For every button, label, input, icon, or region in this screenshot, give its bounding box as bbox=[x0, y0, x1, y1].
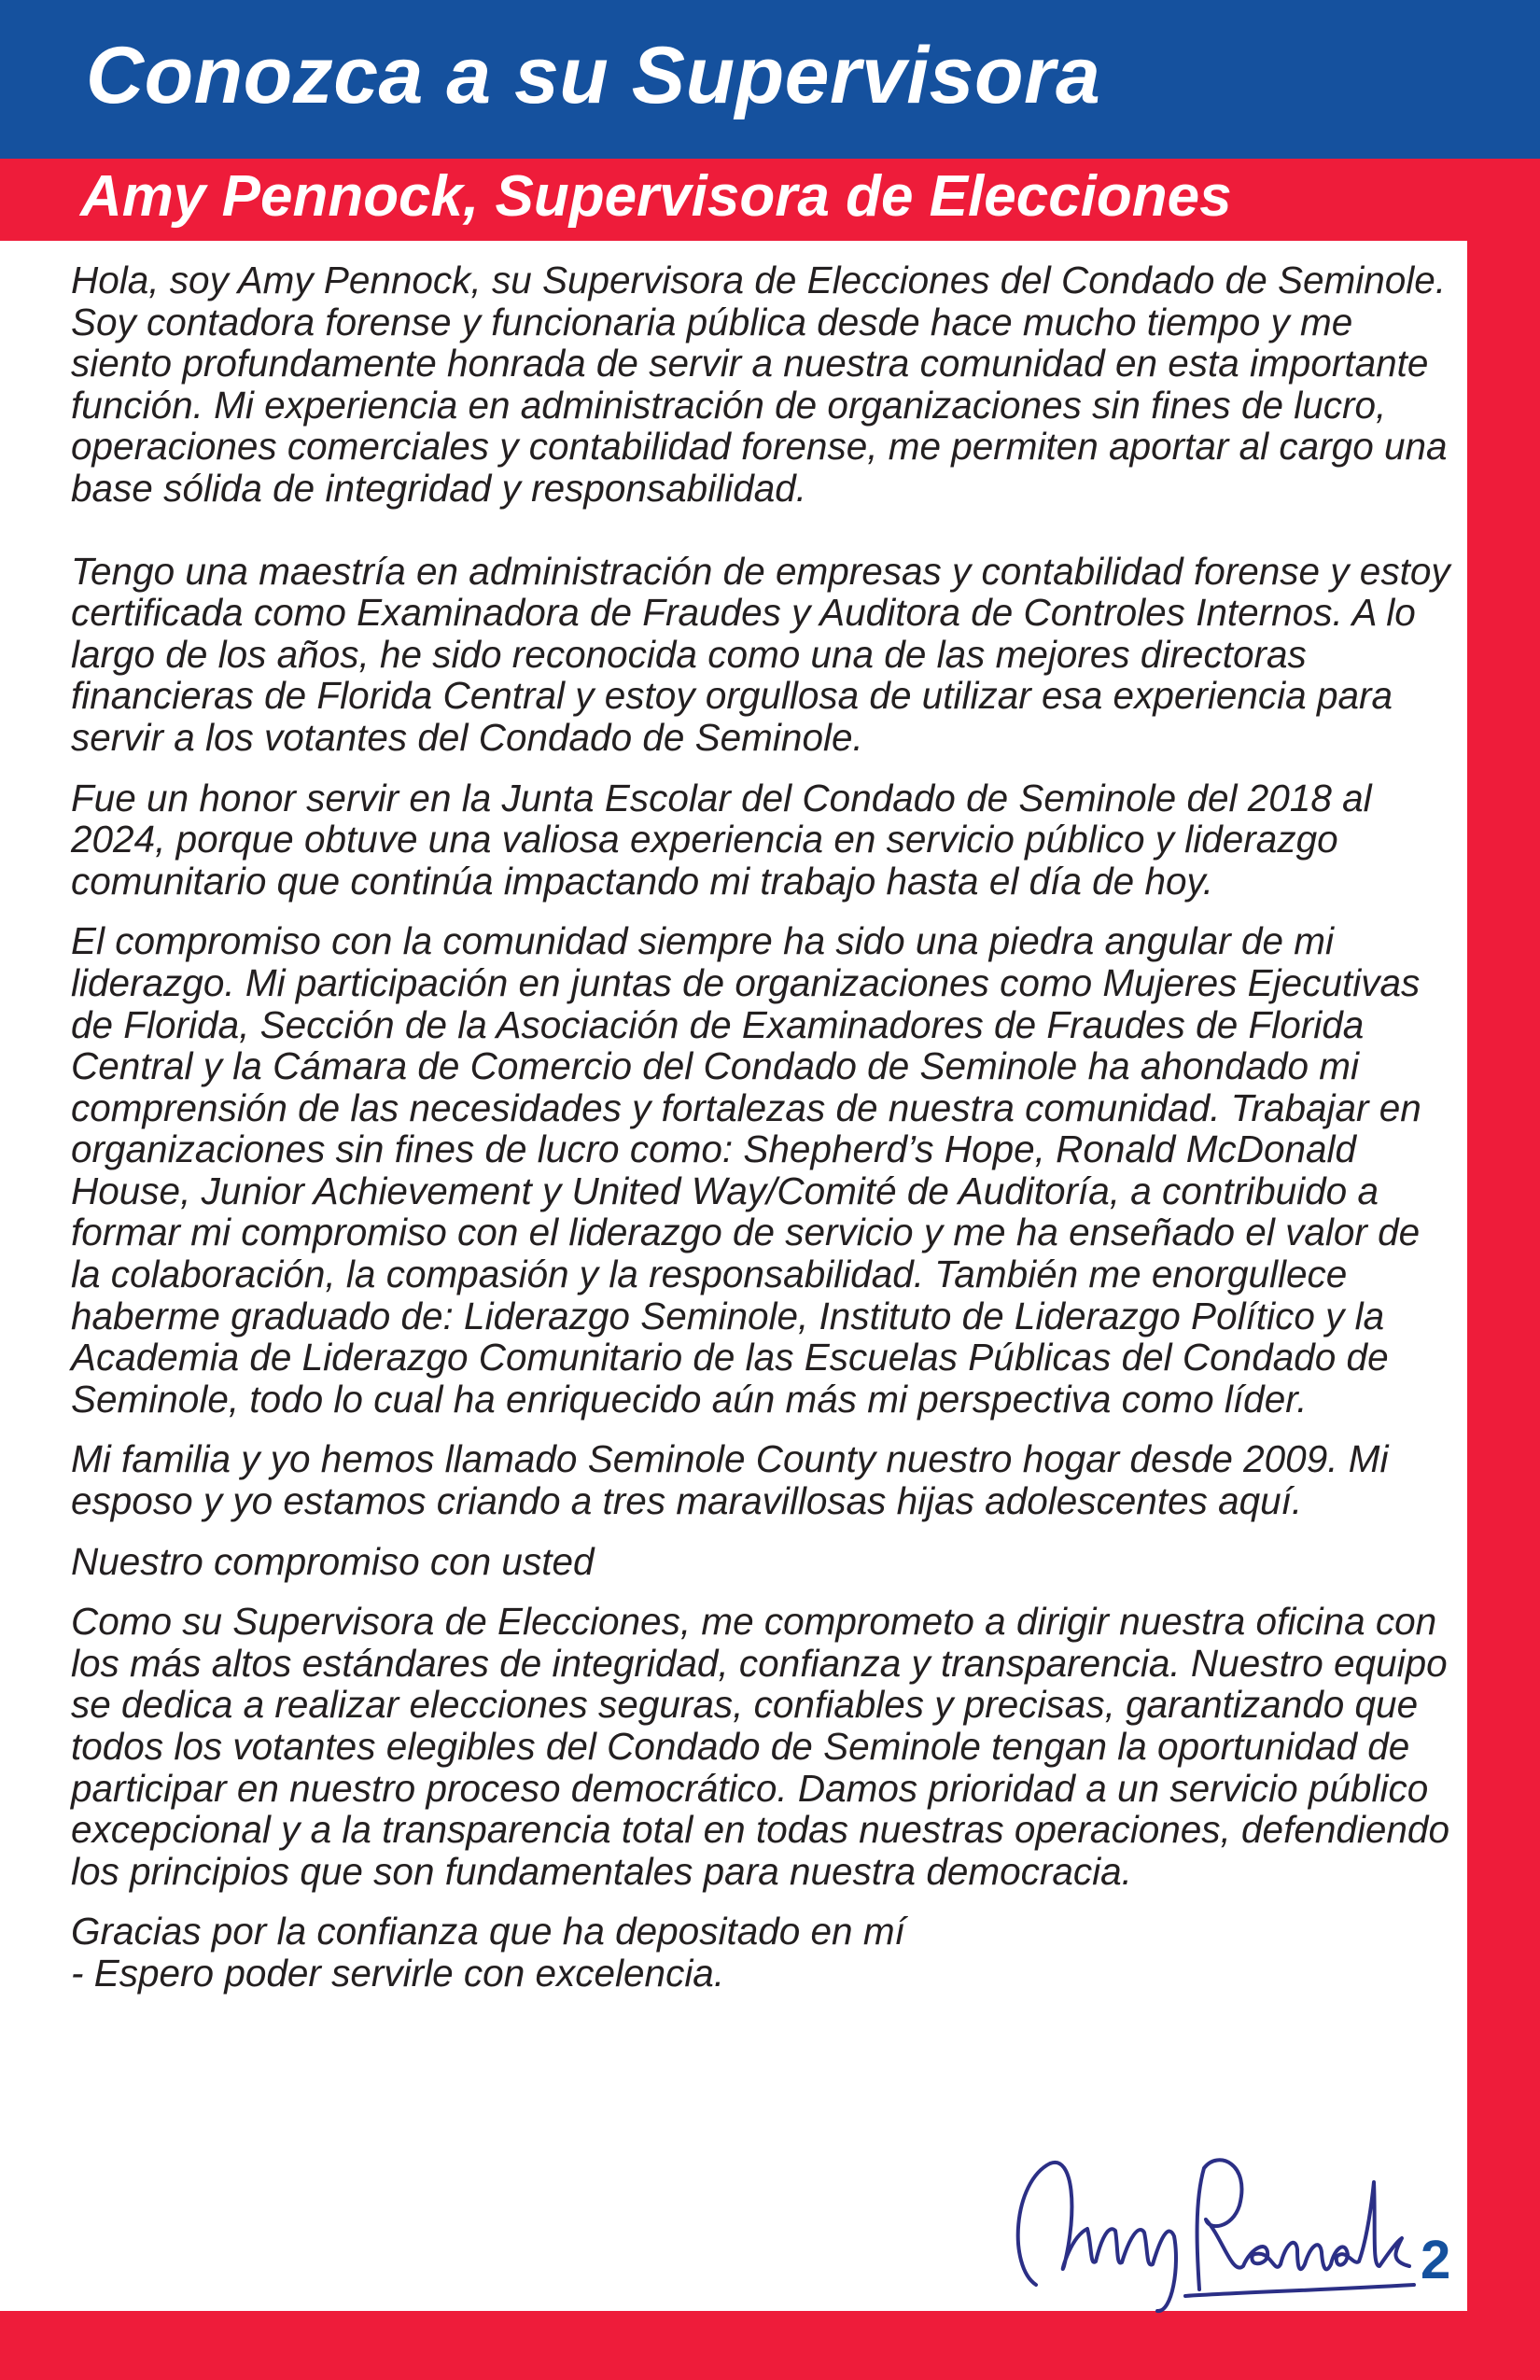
content-panel bbox=[0, 241, 1467, 2311]
paragraph-school-board: Fue un honor servir en la Junta Escolar del Condado de Seminole del 2018 al 2024, porque obtuve una valiosa experiencia en servicio público y liderazgo comunitario que continúa impactando mi trabajo hasta el día de hoy. bbox=[71, 776, 1372, 903]
page-title: Conozca a su Supervisora bbox=[86, 31, 1101, 120]
paragraph-commitment: Como su Supervisora de Elecciones, me comprometo a dirigir nuestra oficina con los más altos estándares de integridad, confianza y transparencia. Nuestro equipo se dedica a realizar elecciones seguras, confiables y precisas, garantizando que todos los votantes elegibles del Condado de Seminole tengan la oportunidad de participar en nuestro proceso democrático. Damos prioridad a un servicio público excepcional y a la transparencia total en todas nuestras operaciones, defendiendo los principios que son fundamentales para nuestra democracia. bbox=[71, 1600, 1449, 1893]
paragraph-education: Tengo una maestría en administración de empresas y contabilidad forense y estoy certificada como Examinadora de Fraudes y Auditora de Controles Internos. A lo largo de los años, he sido reconocida como una de las mejores directoras financieras de Florida Central y estoy orgullosa de utilizar esa experiencia para servir a los votantes del Condado de Seminole. bbox=[71, 549, 1450, 759]
paragraph-family: Mi familia y yo hemos llamado Seminole County nuestro hogar desde 2009. Mi esposo y yo estamos criando a tres maravillosas hijas adolescentes aquí. bbox=[71, 1437, 1389, 1523]
closing-line: Gracias por la confianza que ha depositado en mí bbox=[71, 1910, 905, 1953]
paragraph-community: El compromiso con la comunidad siempre ha sido una piedra angular de mi liderazgo. Mi participación en juntas de organizaciones como Mujeres Ejecutivas de Florida, Sección de la Asociación de Examinadores de Fraudes de Florida Central y la Cámara de Comercio del Condado de Seminole ha ahondado mi comprensión de las necesidades y fortalezas de nuestra comunidad. Trabajar en organizaciones sin fines de lucro como: Shepherd’s Hope, Ronald McDonald House, Junior Achievement y United Way/Comité de Auditoría, a contribuido a formar mi compromiso con el liderazgo de servicio y me ha enseñado el valor de la colaboración, la compasión y la responsabilidad. También me enorgullece haberme graduado de: Liderazgo Seminole, Instituto de Liderazgo Político y la Academia de Liderazgo Comunitario de las Escuelas Públicas del Condado de Seminole, todo lo cual ha enriquecido aún más mi perspectiva como líder. bbox=[71, 919, 1421, 1421]
page-number: 2 bbox=[1421, 2230, 1451, 2290]
letter-body bbox=[71, 259, 1452, 1995]
paragraph-intro: Hola, soy Amy Pennock, su Supervisora de Elecciones del Condado de Seminole. Soy contadora forense y funcionaria pública desde hace mucho tiempo y me siento profundamente honrada de servir a nuestra comunidad en esta importante función. Mi experiencia en administración de organizaciones sin fines de lucro, operaciones comerciales y contabilidad forense, me permiten aportar al cargo una base sólida de integridad y responsabilidad. bbox=[71, 259, 1448, 510]
page-subtitle: Amy Pennock, Supervisora de Elecciones bbox=[80, 164, 1232, 229]
commitment-heading: Nuestro compromiso con usted bbox=[71, 1539, 595, 1583]
closing-line: - Espero poder servirle con excelencia. bbox=[71, 1951, 725, 1995]
header-band bbox=[0, 0, 1540, 159]
signature bbox=[999, 2126, 1419, 2322]
